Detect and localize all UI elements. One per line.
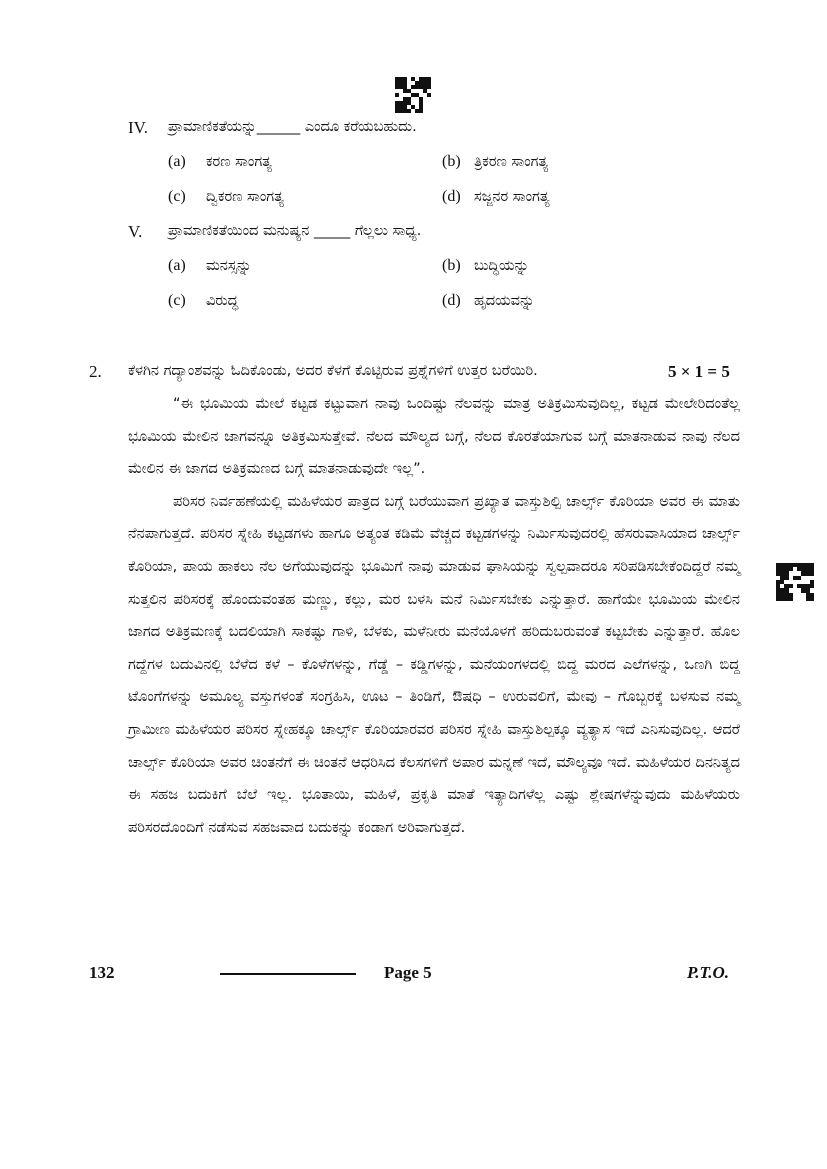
option-v-b-letter: (b): [442, 257, 461, 274]
option-iv-a-letter: (a): [168, 153, 186, 170]
question-2-marks: 5 × 1 = 5: [668, 362, 730, 381]
footer-rule: [220, 973, 356, 975]
qr-module: [427, 109, 431, 113]
paper-code: 132: [89, 963, 115, 982]
qr-code-side: [776, 563, 814, 601]
question-2-number: 2.: [89, 362, 102, 381]
option-iv-b-text: ತ್ರಿಕರಣ ಸಾಂಗತ್ಯ: [474, 154, 549, 170]
option-v-d-text: ಹೃದಯವನ್ನು: [474, 293, 535, 309]
question-iv-number: IV.: [128, 118, 148, 137]
pto-label: P.T.O.: [687, 963, 730, 982]
option-iv-a-text: ಕರಣ ಸಾಂಗತ್ಯ: [206, 154, 272, 170]
option-iv-c-text: ದ್ವಿಕರಣ ಸಾಂಗತ್ಯ: [206, 189, 284, 205]
option-iv-d-text: ಸಜ್ಜನರ ಸಾಂಗತ್ಯ: [474, 189, 550, 205]
passage-body: ಪರಿಸರ ನಿರ್ವಹಣೆಯಲ್ಲಿ ಮಹಿಳೆಯರ ಪಾತ್ರದ ಬಗ್ಗೆ ಬರೆಯುವಾಗ ಪ್ರಖ್ಯಾತ ವಾಸ್ತುಶಿಲ್ಪಿ ಚಾರ್ಲ್ಸ್ ಕೊರಿಯಾ ಅವರ ಈ ಮಾತು ನೆನಪಾಗುತ್ತದೆ. ಪರಿಸರ ಸ್ನೇಹಿ ಕಟ್ಟಡಗಳು ಹಾಗೂ ಅತ್ಯಂತ ಕಡಿಮೆ ವೆಚ್ಚದ ಕಟ್ಟಡಗಳನ್ನು ನಿರ್ಮಿಸುವುದರಲ್ಲಿ ಹೆಸರುವಾಸಿಯಾದ ಚಾರ್ಲ್ಸ್ ಕೊರಿಯಾ, ಪಾಯ ಹಾಕಲು ನೆಲ ಅಗೆಯುವುದನ್ನು ಭೂಮಿಗೆ ನಾವು ಮಾಡುವ ಘಾಸಿಯನ್ನು ಸ್ವಲ್ಪವಾದರೂ ಸರಿಪಡಿಸಬೇಕೆಂದಿದ್ದರೆ ನಮ್ಮ ಸುತ್ತಲಿನ ಪರಿಸರಕ್ಕೆ ಹೊಂದುವಂತಹ ಮಣ್ಣು, ಕಲ್ಲು, ಮರ ಬಳಸಿ ಮನೆ ನಿರ್ಮಿಸಬೇಕು ಎನ್ನುತ್ತಾರೆ. ಹಾಗೆಯೇ ಭೂಮಿಯ ಮೇಲಿನ ಜಾಗದ ಅತಿಕ್ರಮಣಕ್ಕೆ ಬದಲಿಯಾಗಿ ಸಾಕಷ್ಟು ಗಾಳಿ, ಬೆಳಕು, ಮಳೆನೀರು ಮನೆಯೊಳಗೆ ಹರಿದುಬರುವಂತೆ ಕಟ್ಟಬೇಕು ಎನ್ನುತ್ತಾರೆ. ಹೊಲ ಗದ್ದೆಗಳ ಬದುವಿನಲ್ಲಿ ಬೆಳೆದ ಕಳೆ – ಕೊಳೆಗಳನ್ನು, ಗೆಡ್ಡೆ – ಕಡ್ಡಿಗಳನ್ನು, ಮನೆಯಂಗಳದಲ್ಲಿ ಬಿದ್ದ ಮರದ ಎಲೆಗಳನ್ನು, ಒಣಗಿ ಬಿದ್ದ ಟೊಂಗೆಗಳನ್ನು ಅಮೂಲ್ಯ ವಸ್ತುಗಳಂತೆ ಸಂಗ್ರಹಿಸಿ, ಊಟ – ತಿಂಡಿಗೆ, ಔಷಧಿ – ಉರುವಲಿಗೆ, ಮೇವು – ಗೊಬ್ಬರಕ್ಕೆ ಬಳಸುವ ನಮ್ಮ ಗ್ರಾಮೀಣ ಮಹಿಳೆಯರ ಪರಿಸರ ಸ್ನೇಹಕ್ಕೂ ಚಾರ್ಲ್ಸ್ ಕೊರಿಯಾರವರ ಪರಿಸರ ಸ್ನೇಹಿ ವಾಸ್ತುಶಿಲ್ಪಕ್ಕೂ ವ್ಯತ್ಯಾಸ ಇದೆ ಎನಿಸುವುದಿಲ್ಲ. ಆದರೆ ಚಾರ್ಲ್ಸ್ ಕೊರಿಯಾ ಅವರ ಚಿಂತನೆಗೆ ಈ ಚಿಂತನೆ ಆಧರಿಸಿದ ಕೆಲಸಗಳಿಗೆ ಅಪಾರ ಮನ್ನಣೆ ಇದೆ, ಮೌಲ್ಯವೂ ಇದೆ. ಮಹಿಳೆಯರ ದಿನನಿತ್ಯದ ಈ ಸಹಜ ಬದುಕಿಗೆ ಬೆಲೆ ಇಲ್ಲ. ಭೂತಾಯಿ, ಮಹಿಳೆ, ಪ್ರಕೃತಿ ಮಾತೆ ಇತ್ಯಾದಿಗಳೆಲ್ಲ ಎಷ್ಟು ಶ್ಲೇಷಗಳೆನ್ನುವುದು ಮಹಿಳೆಯರು ಪರಿಸರದೊಂದಿಗೆ ನಡೆಸುವ ಸಹಜವಾದ ಬದುಕನ್ನು ಕಂಡಾಗ ಅರಿವಾಗುತ್ತದೆ.: [128, 493, 740, 836]
question-v-number: V.: [128, 222, 143, 241]
option-v-d-letter: (d): [442, 292, 461, 309]
question-v-text: ಪ್ರಾಮಾಣಿಕತೆಯಿಂದ ಮನುಷ್ಯನ _____ ಗೆಲ್ಲಲು ಸಾಧ್ಯ.: [168, 223, 422, 239]
question-iv-text: ಪ್ರಾಮಾಣಿಕತೆಯನ್ನು______ ಎಂದೂ ಕರೆಯಬಹುದು.: [168, 119, 417, 135]
passage-quote: “ಈ ಭೂಮಿಯ ಮೇಲೆ ಕಟ್ಟಡ ಕಟ್ಟುವಾಗ ನಾವು ಒಂದಿಷ್ಟು ನೆಲವನ್ನು ಮಾತ್ರ ಅತಿಕ್ರಮಿಸುವುದಿಲ್ಲ, ಕಟ್ಟಡ ಮೇಲೇರಿದಂತೆಲ್ಲ ಭೂಮಿಯ ಮೇಲಿನ ಜಾಗವನ್ನೂ ಅತಿಕ್ರಮಿಸುತ್ತೇವೆ. ನೆಲದ ಮೌಲ್ಯದ ಬಗ್ಗೆ, ನೆಲದ ಕೊರತೆಯಾಗುವ ಬಗ್ಗೆ ಮಾತನಾಡುವ ನಾವು ನೆಲದ ಮೇಲಿನ ಈ ಜಾಗದ ಅತಿಕ್ರಮಣದ ಬಗ್ಗೆ ಮಾತನಾಡುವುದೇ ಇಲ್ಲ”.: [128, 396, 740, 478]
option-v-c-letter: (c): [168, 292, 186, 309]
passage: [128, 388, 740, 844]
qr-code-top: [395, 77, 431, 113]
page-number: Page 5: [384, 963, 432, 982]
option-iv-d-letter: (d): [442, 188, 461, 205]
question-2-text: ಕೆಳಗಿನ ಗದ್ಯಾಂಶವನ್ನು ಓದಿಕೊಂಡು, ಅದರ ಕೆಳಗೆ ಕೊಟ್ಟಿರುವ ಪ್ರಶ್ನೆಗಳಿಗೆ ಉತ್ತರ ಬರೆಯಿರಿ.: [128, 363, 538, 379]
option-v-a-text: ಮನಸ್ಸನ್ನು: [206, 258, 252, 274]
option-iv-b-letter: (b): [442, 153, 461, 170]
option-v-b-text: ಬುದ್ಧಿಯನ್ನು: [474, 258, 530, 274]
option-v-c-text: ವಿರುದ್ಧ: [206, 293, 239, 309]
option-iv-c-letter: (c): [168, 188, 186, 205]
qr-module: [810, 597, 814, 601]
option-v-a-letter: (a): [168, 257, 186, 274]
